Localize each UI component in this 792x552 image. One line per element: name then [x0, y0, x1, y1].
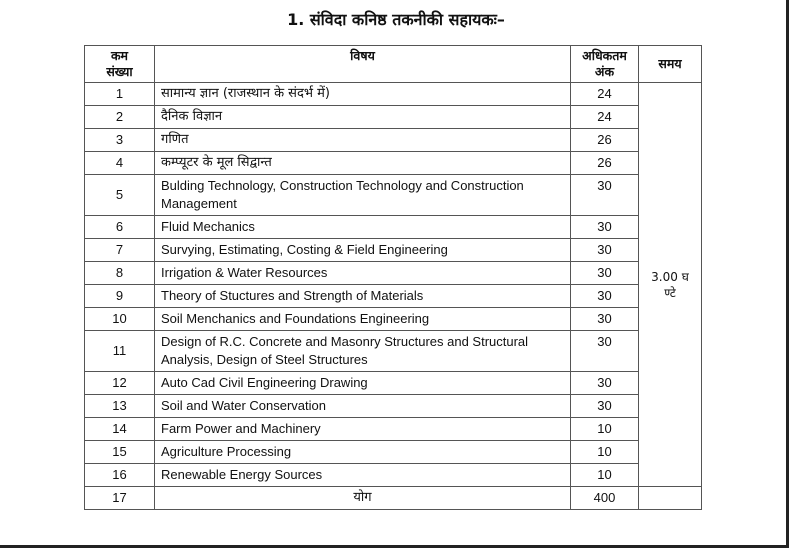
row-max-marks: 24 — [571, 83, 639, 106]
exam-scheme-table — [84, 45, 702, 510]
row-subject: Soil Menchanics and Foundations Engineering — [155, 308, 571, 331]
header-max-marks — [571, 46, 639, 83]
row-max-marks: 10 — [571, 418, 639, 441]
table-row — [85, 216, 702, 239]
total-marks: 400 — [571, 487, 639, 510]
row-max-marks: 24 — [571, 106, 639, 129]
row-serial-number: 7 — [85, 239, 155, 262]
row-subject: दैनिक विज्ञान — [155, 106, 571, 129]
header-serial-line1: कम — [110, 48, 129, 63]
row-serial-number: 6 — [85, 216, 155, 239]
row-max-marks: 30 — [571, 308, 639, 331]
table-row — [85, 239, 702, 262]
header-serial-line2: संख्या — [106, 64, 133, 79]
table-row — [85, 106, 702, 129]
row-subject: कम्प्यूटर के मूल सिद्वान्त — [155, 152, 571, 175]
row-serial-number: 10 — [85, 308, 155, 331]
row-subject: सामान्य ज्ञान (राजस्थान के संदर्भ में) — [155, 83, 571, 106]
row-subject: Renewable Energy Sources — [155, 464, 571, 487]
page-title: 1. संविदा कनिष्ठ तकनीकी सहायकः– — [287, 10, 505, 29]
row-serial-number: 1 — [85, 83, 155, 106]
table-row — [85, 152, 702, 175]
total-time-empty — [639, 487, 702, 510]
row-serial-number: 9 — [85, 285, 155, 308]
row-serial-number: 15 — [85, 441, 155, 464]
table-row — [85, 83, 702, 106]
row-subject: गणित — [155, 129, 571, 152]
row-max-marks: 30 — [571, 239, 639, 262]
row-serial-number: 5 — [85, 175, 155, 216]
row-serial-number: 13 — [85, 395, 155, 418]
total-serial-number: 17 — [85, 487, 155, 510]
row-serial-number: 8 — [85, 262, 155, 285]
table-row — [85, 175, 702, 216]
table-header-row — [85, 46, 702, 83]
table-row — [85, 308, 702, 331]
row-serial-number: 11 — [85, 331, 155, 372]
row-max-marks: 30 — [571, 262, 639, 285]
row-max-marks: 30 — [571, 216, 639, 239]
header-marks-line2: अंक — [594, 64, 615, 79]
row-serial-number: 12 — [85, 372, 155, 395]
exam-duration-cell — [639, 83, 702, 487]
row-max-marks: 30 — [571, 395, 639, 418]
row-subject: Fluid Mechanics — [155, 216, 571, 239]
table-row — [85, 285, 702, 308]
row-subject: Auto Cad Civil Engineering Drawing — [155, 372, 571, 395]
header-time: समय — [639, 46, 702, 83]
table-row — [85, 441, 702, 464]
row-subject: Theory of Stuctures and Strength of Materials — [155, 285, 571, 308]
exam-duration-line1: 3.00 घ — [651, 269, 689, 284]
exam-duration-line2: ण्टे — [664, 285, 676, 300]
row-max-marks: 30 — [571, 175, 639, 216]
row-subject: Agriculture Processing — [155, 441, 571, 464]
row-max-marks: 10 — [571, 441, 639, 464]
row-max-marks: 10 — [571, 464, 639, 487]
row-serial-number: 2 — [85, 106, 155, 129]
table-row — [85, 395, 702, 418]
table-row — [85, 464, 702, 487]
total-label: योग — [155, 487, 571, 510]
row-serial-number: 4 — [85, 152, 155, 175]
row-max-marks: 30 — [571, 372, 639, 395]
row-serial-number: 3 — [85, 129, 155, 152]
row-subject: Soil and Water Conservation — [155, 395, 571, 418]
header-serial-number — [85, 46, 155, 83]
row-max-marks: 30 — [571, 285, 639, 308]
row-serial-number: 14 — [85, 418, 155, 441]
table-row — [85, 262, 702, 285]
header-marks-line1: अधिकतम — [582, 48, 627, 63]
row-max-marks: 26 — [571, 129, 639, 152]
row-subject: Irrigation & Water Resources — [155, 262, 571, 285]
table-row — [85, 372, 702, 395]
row-subject: Design of R.C. Concrete and Masonry Structures and Structural Analysis, Design of Steel Structures — [155, 331, 571, 372]
row-subject: Bulding Technology, Construction Technology and Construction Management — [155, 175, 571, 216]
table-row — [85, 331, 702, 372]
total-row — [85, 487, 702, 510]
row-subject: Survying, Estimating, Costing & Field Engineering — [155, 239, 571, 262]
table-row — [85, 418, 702, 441]
header-subject: विषय — [155, 46, 571, 83]
table-row — [85, 129, 702, 152]
row-max-marks: 26 — [571, 152, 639, 175]
row-serial-number: 16 — [85, 464, 155, 487]
row-max-marks: 30 — [571, 331, 639, 372]
row-subject: Farm Power and Machinery — [155, 418, 571, 441]
